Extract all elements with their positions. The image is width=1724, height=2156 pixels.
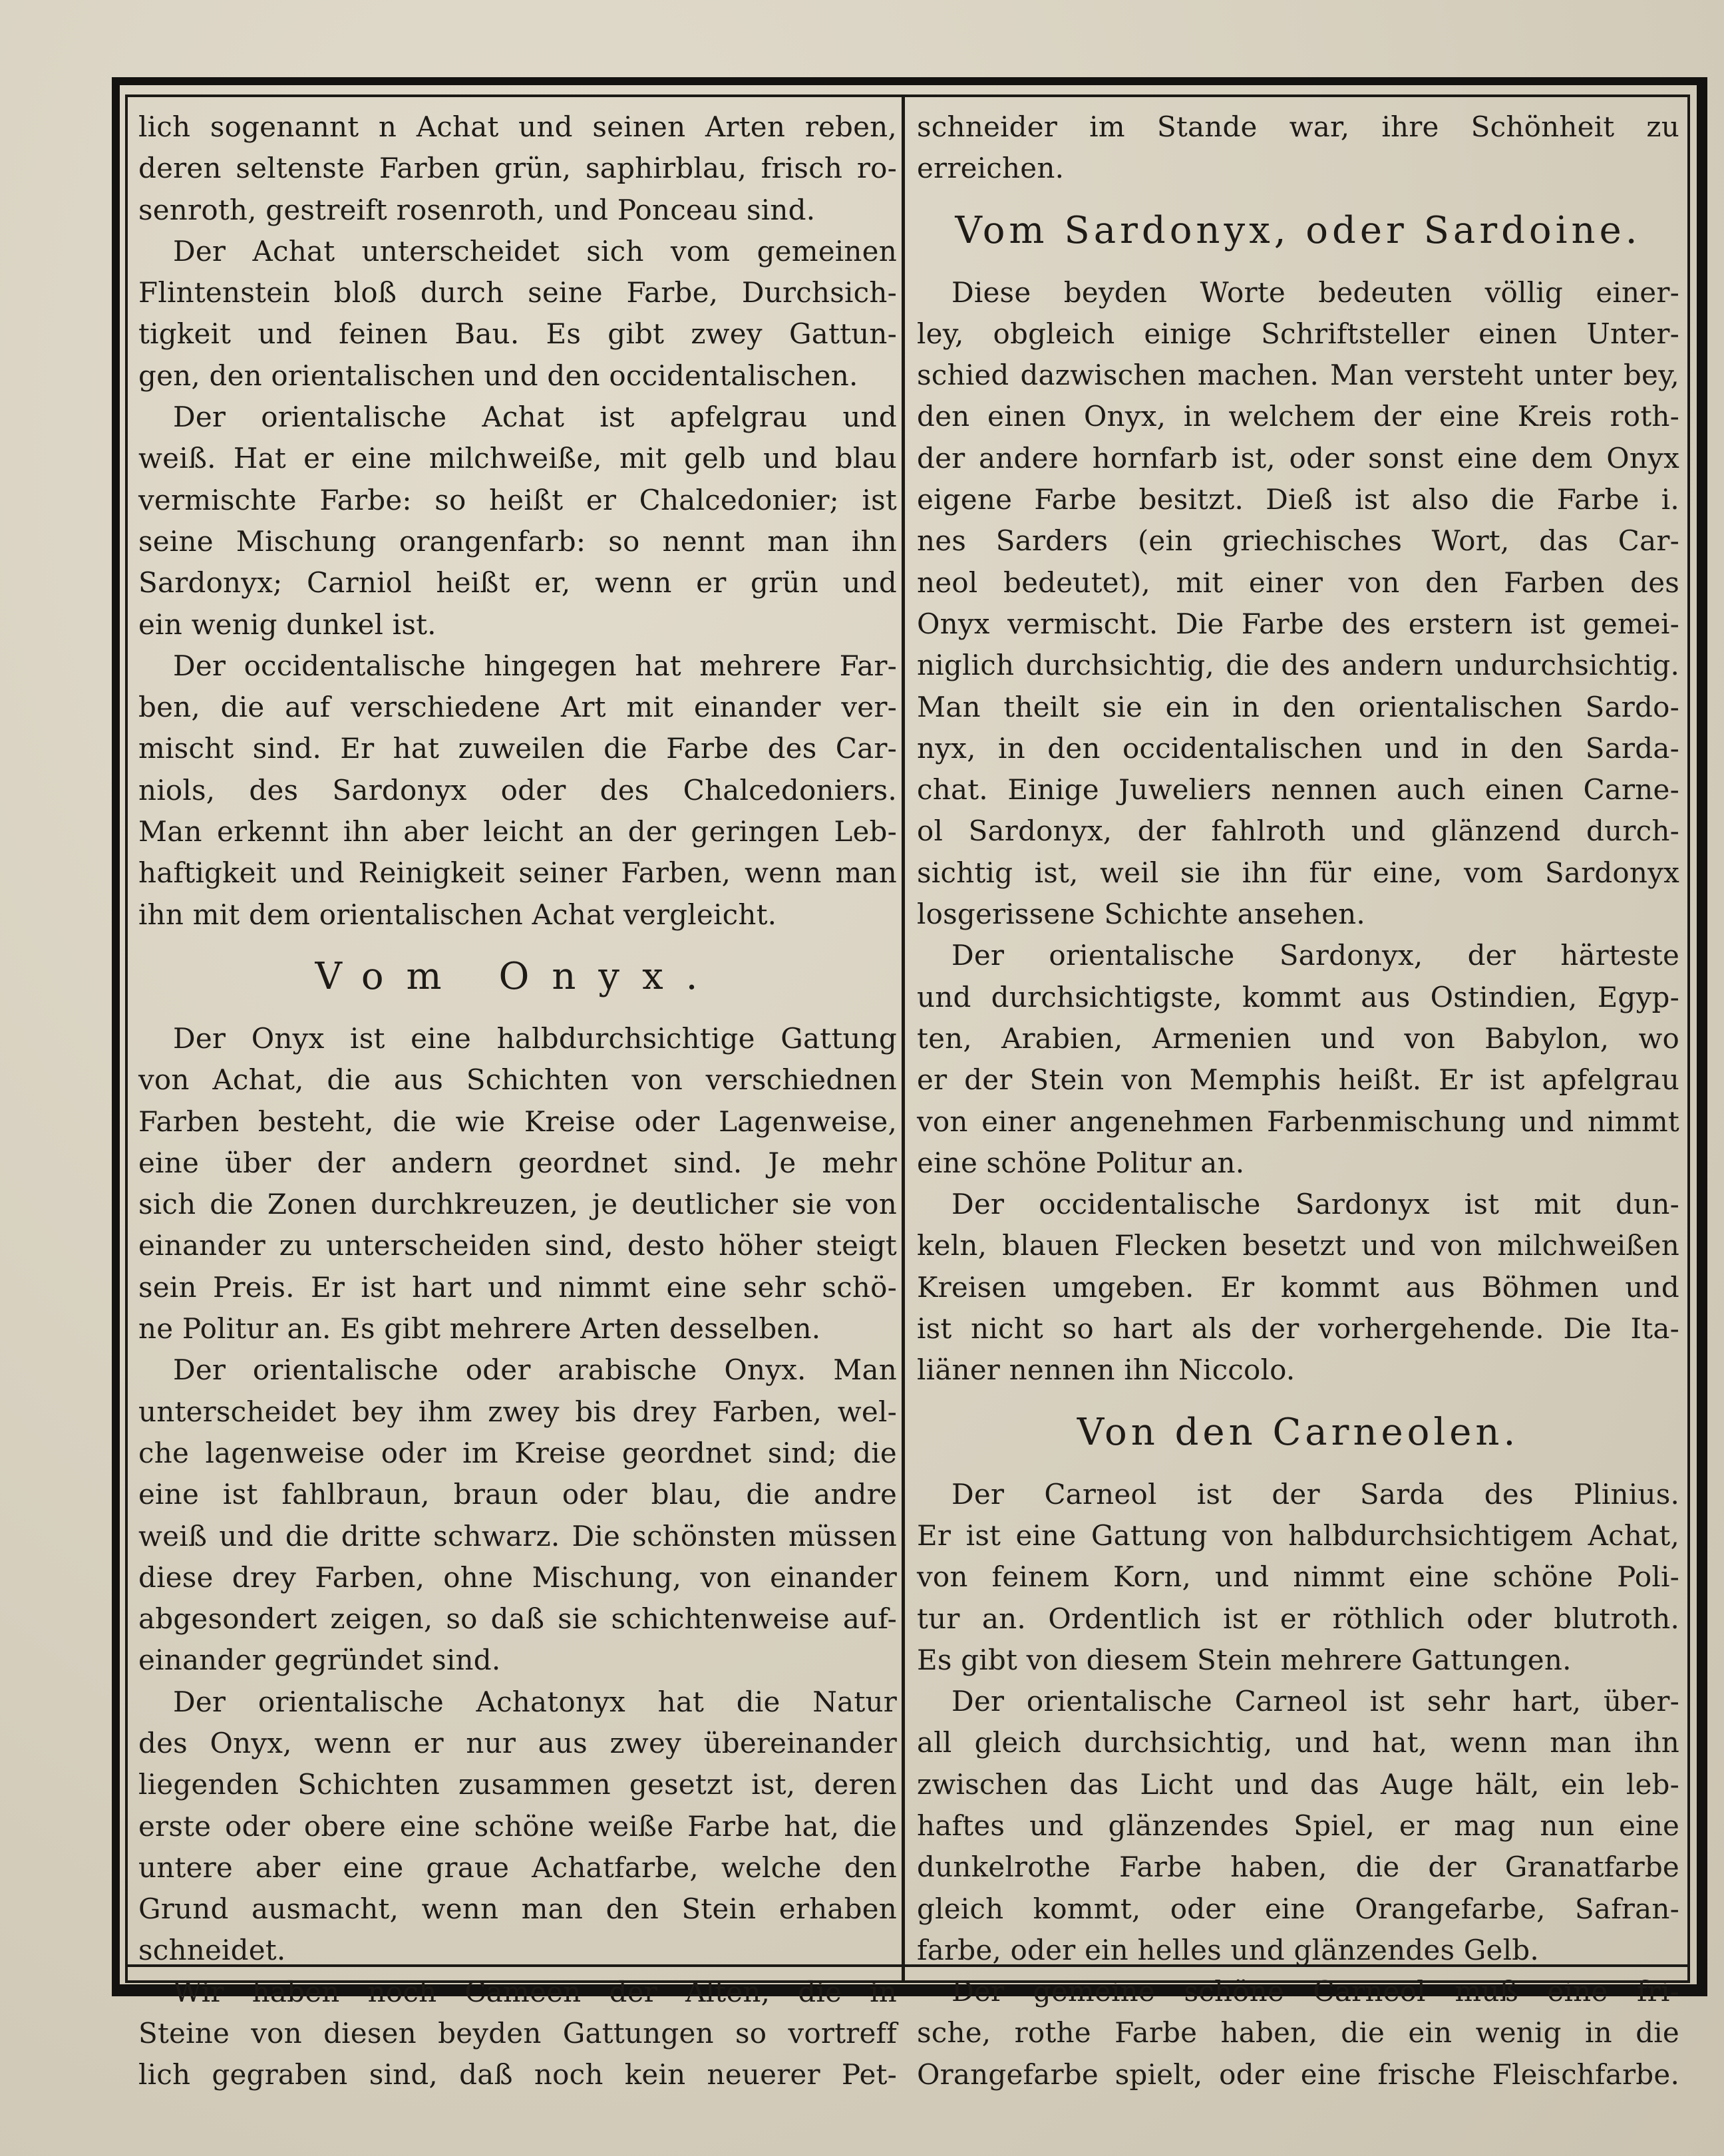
- text-line: sche, rothe Farbe haben, die ein wenig in die: [917, 2016, 1679, 2050]
- text-line: und durchsichtigste, kommt aus Ostindien, Egyp-: [917, 980, 1679, 1013]
- paragraph-last-line: senroth, gestreift rosenroth, und Ponceau sind.: [138, 193, 816, 226]
- text-line: tur an. Ordentlich ist er röthlich oder blutroth.: [917, 1602, 1679, 1635]
- text-line: eine ist fahlbraun, braun oder blau, die andre: [138, 1478, 897, 1511]
- text-line: schneider im Stande war, ihre Schönheit zu: [917, 110, 1679, 143]
- text-line: che lagenweise oder im Kreise geordnet sind; die: [138, 1436, 897, 1469]
- text-line: liegenden Schichten zusammen gesetzt ist, deren: [138, 1768, 897, 1801]
- paragraph-first-line: Der orientalische oder arabische Onyx. Man: [173, 1353, 897, 1387]
- text-line: Man erkennt ihn aber leicht an der geringen Leb-: [138, 815, 897, 848]
- text-line: Grund ausmacht, wenn man den Stein erhaben: [138, 1892, 897, 1926]
- paragraph-last-line: Es gibt von diesem Stein mehrere Gattungen.: [917, 1643, 1572, 1676]
- paragraph-last-line: losgerissene Schichte ansehen.: [917, 898, 1365, 931]
- paragraph-last-line: erreichen.: [917, 152, 1065, 185]
- column-divider: [902, 97, 905, 1980]
- paragraph-first-line: Der Carneol ist der Sarda des Plinius.: [951, 1477, 1679, 1511]
- text-line: Kreisen umgeben. Er kommt aus Böhmen und: [917, 1270, 1679, 1304]
- text-line: sichtig ist, weil sie ihn für eine, vom Sardonyx: [917, 856, 1679, 889]
- text-line: von Achat, die aus Schichten von verschiednen: [138, 1063, 897, 1097]
- text-line: lich sogenannt n Achat und seinen Arten reben,: [138, 110, 897, 143]
- text-line: Er ist eine Gattung von halbdurchsichtigem Achat,: [917, 1519, 1679, 1552]
- text-line: tigkeit und feinen Bau. Es gibt zwey Gattun-: [138, 317, 897, 351]
- left-column: [138, 106, 897, 2091]
- right-column: [917, 106, 1679, 2091]
- paragraph-last-line: ein wenig dunkel ist.: [138, 608, 436, 641]
- text-line: Onyx vermischt. Die Farbe des erstern ist gemei-: [917, 607, 1679, 640]
- paragraph-last-line: gen, den orientalischen und den occidentalischen.: [138, 359, 858, 392]
- text-line: Sardonyx; Carniol heißt er, wenn er grün und: [138, 566, 897, 600]
- text-line: eigene Farbe besitzt. Dieß ist also die Farbe i.: [917, 483, 1679, 516]
- text-line: abgesondert zeigen, so daß sie schichtenweise auf-: [138, 1602, 897, 1636]
- text-line: unterscheidet bey ihm zwey bis drey Farben, wel-: [138, 1395, 897, 1428]
- text-line: eine über der andern geordnet sind. Je mehr: [138, 1146, 897, 1179]
- text-line: all gleich durchsichtig, und hat, wenn man ihn: [917, 1726, 1679, 1759]
- text-line: den einen Onyx, in welchem der eine Kreis roth-: [917, 400, 1679, 433]
- text-line: sein Preis. Er ist hart und nimmt eine sehr schö-: [138, 1270, 897, 1304]
- section-heading: Von den Carneolen.: [1077, 1410, 1520, 1454]
- text-line: haftigkeit und Reinigkeit seiner Farben, wenn man: [138, 856, 897, 890]
- paragraph-first-line: Der Onyx ist eine halbdurchsichtige Gattung: [173, 1021, 897, 1055]
- paragraph-first-line: Der gemeine schöne Carneol muß eine fri-: [951, 1975, 1679, 2008]
- paragraph-last-line: eine schöne Politur an.: [917, 1146, 1245, 1179]
- paragraph-first-line: Der orientalische Carneol ist sehr hart, über-: [951, 1685, 1679, 1718]
- text-line: untere aber eine graue Achatfarbe, welche den: [138, 1851, 897, 1884]
- text-line: gleich kommt, oder eine Orangefarbe, Safran-: [917, 1892, 1679, 1925]
- text-line: schied dazwischen machen. Man versteht unter bey,: [917, 359, 1679, 392]
- paragraph-last-line: schneidet.: [138, 1934, 286, 1967]
- text-line: des Onyx, wenn er nur aus zwey übereinander: [138, 1726, 897, 1759]
- text-line: ol Sardonyx, der fahlroth und glänzend durch-: [917, 814, 1679, 848]
- text-line: chat. Einige Juweliers nennen auch einen Carne-: [917, 773, 1679, 807]
- text-line: Man theilt sie ein in den orientalischen Sardo-: [917, 690, 1679, 723]
- text-line: neol bedeutet), mit einer von den Farben des: [917, 566, 1679, 599]
- text-line: Farben besteht, die wie Kreise oder Lagenweise,: [138, 1105, 897, 1138]
- text-line: nes Sarders (ein griechisches Wort, das Car-: [917, 524, 1679, 558]
- text-line: vermischte Farbe: so heißt er Chalcedonier; ist: [138, 483, 897, 516]
- paragraph-first-line: Wir haben noch Cameen der Alten, die in: [173, 1975, 897, 2008]
- text-line: ten, Arabien, Armenien und von Babylon, wo: [917, 1021, 1679, 1055]
- paragraph-last-line: ne Politur an. Es gibt mehrere Arten desselben.: [138, 1312, 821, 1346]
- text-line: Orangefarbe spielt, oder eine frische Fleischfarbe.: [917, 2058, 1679, 2091]
- paragraph-first-line: Der orientalische Achat ist apfelgrau und: [173, 401, 897, 434]
- section-heading: Vom Onyx.: [315, 954, 721, 998]
- text-line: zwischen das Licht und das Auge hält, ein leb-: [917, 1767, 1679, 1801]
- text-line: seine Mischung orangenfarb: so nennt man ihn: [138, 524, 897, 558]
- paragraph-first-line: Der orientalische Sardonyx, der härteste: [951, 939, 1679, 972]
- text-line: niglich durchsichtig, die des andern undurchsichtig.: [917, 649, 1679, 682]
- text-line: von feinem Korn, und nimmt eine schöne Poli-: [917, 1560, 1679, 1594]
- text-line: sich die Zonen durchkreuzen, je deutlicher sie von: [138, 1188, 897, 1221]
- text-line: Steine von diesen beyden Gattungen so vortreff: [138, 2017, 897, 2050]
- paragraph-first-line: Der occidentalische Sardonyx ist mit dun-: [951, 1188, 1679, 1221]
- text-line: ley, obgleich einige Schriftsteller einen Unter-: [917, 317, 1679, 350]
- text-line: erste oder obere eine schöne weiße Farbe hat, die: [138, 1809, 897, 1843]
- text-line: weiß und die dritte schwarz. Die schönsten müssen: [138, 1519, 897, 1552]
- paragraph-last-line: farbe, oder ein helles und glänzendes Gelb.: [917, 1933, 1539, 1966]
- text-line: ben, die auf verschiedene Art mit einander ver-: [138, 691, 897, 724]
- text-line: haftes und glänzendes Spiel, er mag nun eine: [917, 1809, 1679, 1842]
- text-line: keln, blauen Flecken besetzt und von milchweißen: [917, 1229, 1679, 1262]
- text-line: der andere hornfarb ist, oder sonst eine dem Onyx: [917, 441, 1679, 474]
- paragraph-first-line: Der orientalische Achatonyx hat die Natur: [173, 1685, 897, 1718]
- text-line: ist nicht so hart als der vorhergehende. Die Ita-: [917, 1312, 1679, 1346]
- paragraph-first-line: Der occidentalische hingegen hat mehrere Far-: [173, 649, 897, 682]
- text-line: von einer angenehmen Farbenmischung und nimmt: [917, 1105, 1679, 1138]
- text-line: diese drey Farben, ohne Mischung, von einander: [138, 1560, 897, 1594]
- text-line: Flintenstein bloß durch seine Farbe, Durchsich-: [138, 276, 897, 309]
- text-line: einander zu unterscheiden sind, desto höher steigt: [138, 1229, 897, 1262]
- text-line: er der Stein von Memphis heißt. Er ist apfelgrau: [917, 1063, 1679, 1097]
- paragraph-first-line: Der Achat unterscheidet sich vom gemeinen: [173, 234, 897, 268]
- text-line: niols, des Sardonyx oder des Chalcedoniers.: [138, 773, 897, 807]
- paragraph-last-line: liäner nennen ihn Niccolo.: [917, 1353, 1295, 1387]
- text-line: nyx, in den occidentalischen und in den Sarda-: [917, 731, 1679, 765]
- text-line: mischt sind. Er hat zuweilen die Farbe des Car-: [138, 732, 897, 765]
- paragraph-last-line: einander gegründet sind.: [138, 1644, 501, 1677]
- section-heading: Vom Sardonyx, oder Sardoine.: [955, 208, 1641, 252]
- text-line: weiß. Hat er eine milchweiße, mit gelb und blau: [138, 442, 897, 475]
- text-line: deren seltenste Farben grün, saphirblau, frisch ro-: [138, 152, 897, 185]
- paragraph-first-line: Diese beyden Worte bedeuten völlig einer-: [951, 275, 1679, 309]
- text-line: dunkelrothe Farbe haben, die der Granatfarbe: [917, 1851, 1679, 1884]
- paragraph-last-line: ihn mit dem orientalischen Achat vergleicht.: [138, 898, 777, 931]
- text-line: lich gegraben sind, daß noch kein neuerer Pet-: [138, 2058, 897, 2091]
